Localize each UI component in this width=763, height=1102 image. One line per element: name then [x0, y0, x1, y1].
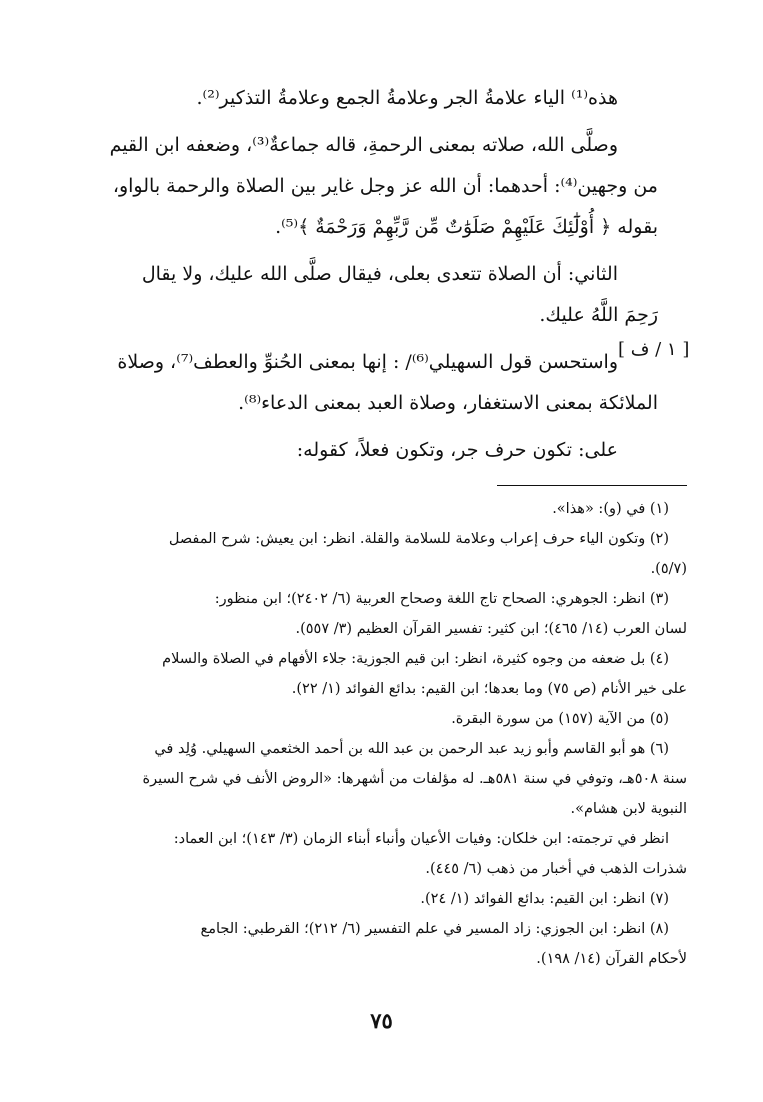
paragraph-4: [100, 342, 658, 424]
text-line: رَحِمَ اللَّهُ عليك.: [539, 304, 658, 326]
text-line: من وجهين⁽⁴⁾: أحدهما: أن الله عز وجل غاير بين الصلاة والرحمة بالواو،: [112, 175, 658, 197]
footnotes: [102, 494, 687, 974]
footnote-line: (٤) بل ضعفه من وجوه كثيرة، انظر: ابن قيم الجوزية: جلاء الأفهام في الصلاة والسلام: [162, 651, 669, 667]
footnote-line: (٦) هو أبو القاسم وأبو زيد عبد الرحمن بن عبد الله بن أحمد الخثعمي السهيلي. وُلِد في: [154, 741, 669, 757]
footnote-line: النبوية لابن هشام».: [570, 801, 687, 817]
paragraph-2: [100, 125, 658, 248]
paragraph-5: [100, 430, 658, 471]
quran-verse-line: بقوله ﴿ أُوْلَٰٓئِكَ عَلَيْهِمْ صَلَوَٰتٌ مِّن رَّبِّهِمْ وَرَحْمَةٌ ﴾⁽⁵⁾.: [275, 216, 658, 238]
text-line: على: تكون حرف جر، وتكون فعلاً، كقوله:: [296, 439, 618, 461]
footnote-line: (٢) وتكون الياء حرف إعراب وعلامة للسلامة والقلة. انظر: ابن يعيش: شرح المفصل: [168, 531, 669, 547]
footnote-line: على خير الأنام (ص ٧٥) وما بعدها؛ ابن القيم: بدائع الفوائد (١/ ٢٢).: [291, 681, 687, 697]
footnote-line: شذرات الذهب في أخبار من ذهب (٦/ ٤٤٥).: [425, 861, 687, 877]
text-line: هذه⁽¹⁾ الياء علامةُ الجر وعلامةُ الجمع وعلامةُ التذكير⁽²⁾.: [196, 87, 618, 109]
manuscript-folio-marker: [ ١ / ف ]: [618, 339, 690, 360]
text-line: وصلَّى الله، صلاته بمعنى الرحمةِ، قاله جماعةٌ⁽³⁾، وضعفه ابن القيم: [109, 134, 618, 156]
footnote-2: [102, 524, 687, 584]
footnote-5: [102, 704, 687, 734]
footnote-separator: [497, 485, 687, 486]
footnote-line: انظر في ترجمته: ابن خلكان: وفيات الأعيان وأنباء أبناء الزمان (٣/ ١٤٣)؛ ابن العماد:: [173, 831, 669, 847]
paragraph-1: [100, 78, 658, 119]
footnote-6-sources: [102, 824, 687, 884]
footnote-line: (٨) انظر: ابن الجوزي: زاد المسير في علم التفسير (٦/ ٢١٢)؛ القرطبي: الجامع: [200, 921, 669, 937]
footnote-7: [102, 884, 687, 914]
text-line: واستحسن قول السهيلي⁽⁶⁾/ : إنها بمعنى الحُنوِّ والعطف⁽⁷⁾، وصلاة: [117, 351, 618, 373]
footnote-1: [102, 494, 687, 524]
footnote-8: [102, 914, 687, 974]
footnote-line: (٥/٧).: [650, 561, 687, 577]
footnote-3: [102, 584, 687, 644]
footnote-line: (٥) من الآية (١٥٧) من سورة البقرة.: [451, 711, 669, 727]
main-text: [100, 78, 658, 471]
paragraph-3: [100, 254, 658, 336]
text-line: الملائكة بمعنى الاستغفار، وصلاة العبد بمعنى الدعاء⁽⁸⁾.: [238, 392, 658, 414]
footnote-line: (١) في (و): «هذا».: [552, 501, 669, 517]
footnote-4: [102, 644, 687, 704]
footnote-6: [102, 734, 687, 824]
footnote-line: لأحكام القرآن (١٤/ ١٩٨).: [536, 951, 687, 967]
footnote-line: (٣) انظر: الجوهري: الصحاح تاج اللغة وصحاح العربية (٦/ ٢٤٠٢)؛ ابن منظور:: [214, 591, 669, 607]
text-line: الثاني: أن الصلاة تتعدى بعلى، فيقال صلَّى الله عليك، ولا يقال: [141, 263, 618, 285]
footnote-line: سنة ٥٠٨هـ، وتوفي في سنة ٥٨١هـ. له مؤلفات من أشهرها: «الروض الأنف في شرح السيرة: [142, 771, 687, 787]
footnote-line: لسان العرب (١٤/ ٤٦٥)؛ ابن كثير: تفسير القرآن العظيم (٣/ ٥٥٧).: [295, 621, 687, 637]
footnote-line: (٧) انظر: ابن القيم: بدائع الفوائد (١/ ٢٤).: [420, 891, 669, 907]
page-number: ٧٥: [370, 1008, 393, 1033]
